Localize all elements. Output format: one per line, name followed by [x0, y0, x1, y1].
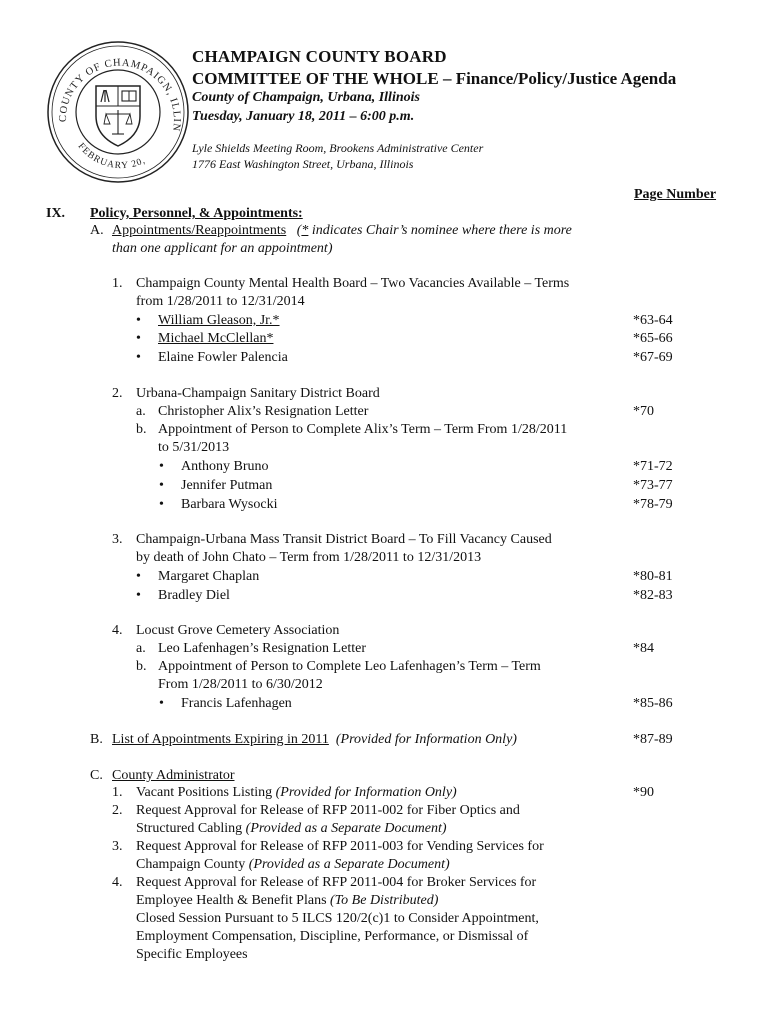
item1-person-page: *63-64	[633, 313, 673, 328]
section-title: Policy, Personnel, & Appointments:	[90, 206, 303, 221]
item1-person: • Michael McClellan*	[158, 330, 273, 348]
section-c-item4-line2b: (To Be Distributed)	[330, 893, 439, 908]
section-c-item4-line4: Employment Compensation, Discipline, Performance, or Dismissal of	[136, 929, 529, 944]
header-location: County of Champaign, Urbana, Illinois	[192, 90, 420, 105]
item4-person-page: *85-86	[633, 696, 673, 711]
section-c-item4-line1: Request Approval for Release of RFP 2011-004 for Broker Services for	[136, 875, 537, 890]
seal-graphic	[44, 38, 192, 186]
item1-line1: Champaign County Mental Health Board – Two Vacancies Available – Terms	[136, 276, 570, 291]
item4-b-line2: From 1/28/2011 to 6/30/2012	[158, 677, 323, 692]
section-c-item3-line2b: (Provided as a Separate Document)	[248, 857, 450, 872]
item4-b-line1: Appointment of Person to Complete Leo Lafenhagen’s Term – Term	[158, 659, 541, 674]
section-c-item3-line2	[136, 856, 450, 874]
subsection-a-label: A.	[90, 223, 104, 238]
section-c-title: County Administrator	[112, 768, 235, 783]
item4-b-label: b.	[136, 659, 147, 674]
item2-person: • Barbara Wysocki	[181, 496, 277, 514]
section-c-item4-line2	[136, 892, 438, 910]
header-agenda-title: COMMITTEE OF THE WHOLE – Finance/Policy/Justice Agenda	[192, 69, 677, 88]
item3-person: • Margaret Chaplan	[158, 568, 259, 586]
item3-person: • Bradley Diel	[158, 587, 230, 605]
item2-person-page: *71-72	[633, 459, 673, 474]
item1-person: • William Gleason, Jr.*	[158, 312, 280, 330]
item1-line2: from 1/28/2011 to 12/31/2014	[136, 294, 305, 309]
item2-person-page: *78-79	[633, 497, 673, 512]
item1-person: • Elaine Fowler Palencia	[158, 349, 288, 367]
section-c-item3-line2a: Champaign County	[136, 857, 246, 872]
item1-person-page: *67-69	[633, 350, 673, 365]
item4-a-text: Leo Lafenhagen’s Resignation Letter	[158, 641, 366, 656]
header-date-time: Tuesday, January 18, 2011 – 6:00 p.m.	[192, 109, 415, 124]
section-c-item2-line2b: (Provided as a Separate Document)	[245, 821, 447, 836]
section-c-item1-label: 1.	[112, 785, 123, 800]
item4-a-page: *84	[633, 641, 654, 656]
header-address: 1776 East Washington Street, Urbana, Illinois	[192, 157, 414, 171]
section-c-item1-page: *90	[633, 785, 654, 800]
subsection-a-star: *	[301, 223, 309, 238]
item4-line1: Locust Grove Cemetery Association	[136, 623, 340, 638]
section-c-item2-line2	[136, 820, 447, 838]
item2-b-line2: to 5/31/2013	[158, 440, 230, 455]
seal-top-text: COUNTY OF CHAMPAIGN, ILLIN	[57, 57, 183, 133]
section-c-item2-line1: Request Approval for Release of RFP 2011-002 for Fiber Optics and	[136, 803, 520, 818]
section-b-title: List of Appointments Expiring in 2011	[112, 732, 329, 747]
county-seal	[44, 38, 192, 186]
item2-person: • Jennifer Putman	[181, 477, 272, 495]
item4-person: • Francis Lafenhagen	[181, 695, 292, 713]
section-b-note: (Provided for Information Only)	[335, 732, 517, 747]
section-c-item4-line5: Specific Employees	[136, 947, 248, 962]
item3-person-page: *80-81	[633, 569, 673, 584]
section-b-line	[112, 731, 517, 749]
section-c-item4-label: 4.	[112, 875, 123, 890]
section-b-label: B.	[90, 732, 103, 747]
item2-b-label: b.	[136, 422, 147, 437]
item2-a-label: a.	[136, 404, 146, 419]
subsection-a-line	[112, 222, 572, 240]
item2-line1: Urbana-Champaign Sanitary District Board	[136, 386, 380, 401]
item3-line2: by death of John Chato – Term from 1/28/2011 to 12/31/2013	[136, 550, 482, 565]
item3-label: 3.	[112, 532, 123, 547]
item2-a-page: *70	[633, 404, 654, 419]
header-meeting-room: Lyle Shields Meeting Room, Brookens Administrative Center	[192, 141, 484, 155]
item2-a-text: Christopher Alix’s Resignation Letter	[158, 404, 369, 419]
item1-person-page: *65-66	[633, 331, 673, 346]
item3-person-page: *82-83	[633, 588, 673, 603]
section-c-item2-line2a: Structured Cabling	[136, 821, 243, 836]
section-c-item4-line2a: Employee Health & Benefit Plans	[136, 893, 327, 908]
item3-line1: Champaign-Urbana Mass Transit District Board – To Fill Vacancy Caused	[136, 532, 552, 547]
item2-label: 2.	[112, 386, 123, 401]
section-c-item1-line	[136, 784, 457, 802]
section-number: IX.	[46, 206, 66, 221]
item4-a-label: a.	[136, 641, 146, 656]
section-c-item2-label: 2.	[112, 803, 123, 818]
section-c-item4-line3: Closed Session Pursuant to 5 ILCS 120/2(c)1 to Consider Appointment,	[136, 911, 539, 926]
section-c-label: C.	[90, 768, 103, 783]
subsection-a-note-open: (	[296, 223, 302, 238]
section-c-item1-text: Vacant Positions Listing	[136, 785, 273, 800]
section-b-page: *87-89	[633, 732, 673, 747]
item1-label: 1.	[112, 276, 123, 291]
item2-person-page: *73-77	[633, 478, 673, 493]
subsection-a-note-2: than one applicant for an appointment)	[112, 241, 333, 256]
section-c-item3-line1: Request Approval for Release of RFP 2011-003 for Vending Services for	[136, 839, 544, 854]
item2-person: • Anthony Bruno	[181, 458, 269, 476]
subsection-a-title: Appointments/Reappointments	[112, 223, 287, 238]
header-board-title: CHAMPAIGN COUNTY BOARD	[192, 47, 447, 66]
section-c-item1-note: (Provided for Information Only)	[275, 785, 457, 800]
item4-label: 4.	[112, 623, 123, 638]
page-number-header: Page Number	[634, 187, 717, 202]
seal-bottom-text: FEBRUARY 20,	[75, 141, 148, 172]
subsection-a-note-1: indicates Chair’s nominee where there is more	[308, 223, 572, 238]
item2-b-line1: Appointment of Person to Complete Alix’s Term – Term From 1/28/2011	[158, 422, 568, 437]
section-c-item3-label: 3.	[112, 839, 123, 854]
